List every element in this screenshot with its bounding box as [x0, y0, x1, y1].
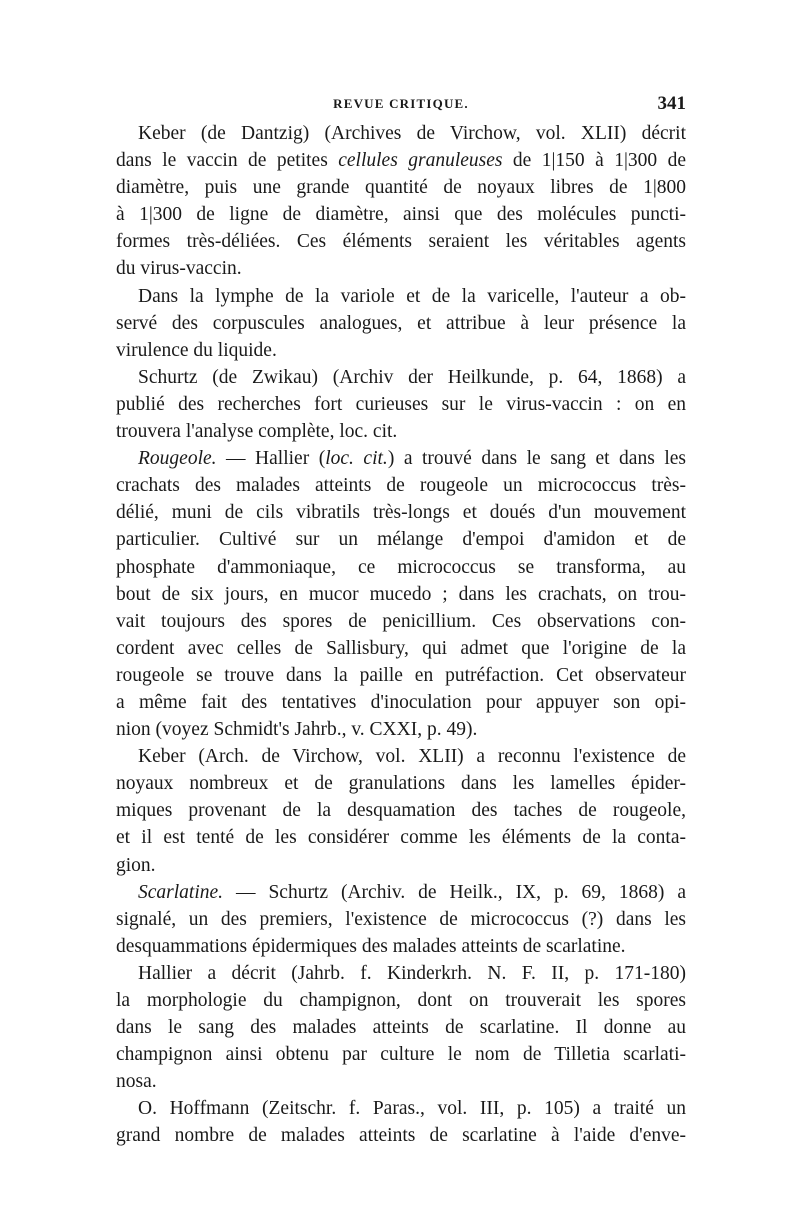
text-line: miques provenant de la desquamation des taches de rougeole, [116, 800, 686, 822]
text-line: du virus-vaccin. [116, 258, 242, 280]
text-line: desquammations épidermiques des malades atteints de scarlatine. [116, 935, 626, 957]
text-line: signalé, un des premiers, l'existence de micrococcus (?) dans les [116, 908, 686, 930]
running-title: REVUE CRITIQUE. [333, 96, 469, 111]
text-line: diamètre, puis une grande quantité de noyaux libres de 1|800 [116, 177, 686, 199]
text-line: rougeole se trouve dans la paille en putréfaction. Cet observateur [116, 664, 686, 686]
text-line: Dans la lymphe de la variole et de la varicelle, l'auteur a ob- [138, 285, 686, 307]
text-line: délié, muni de cils vibratils très-longs et doués d'un mouvement [116, 502, 686, 524]
text-line: champignon ainsi obtenu par culture le nom de Tilletia scarlati- [116, 1044, 686, 1066]
text-line: a même fait des tentatives d'inoculation pour appuyer son opi- [116, 691, 686, 713]
text-line: virulence du liquide. [116, 339, 277, 361]
text-line: noyaux nombreux et de granulations dans les lamelles épider- [116, 773, 686, 795]
text-line: Hallier a décrit (Jahrb. f. Kinderkrh. N. F. II, p. 171-180) [138, 962, 686, 984]
text-line: phosphate d'ammoniaque, ce micrococcus se transforma, au [116, 556, 686, 578]
text-line: cordent avec celles de Sallisbury, qui admet que l'origine de la [116, 637, 686, 659]
text-line: Rougeole. — Hallier (loc. cit.) a trouvé dans le sang et dans les [138, 448, 686, 470]
text-line: nion (voyez Schmidt's Jahrb., v. CXXI, p. 49). [116, 719, 478, 741]
text-line: particulier. Cultivé sur un mélange d'empoi d'amidon et de [116, 529, 686, 551]
page-number: 341 [657, 93, 686, 114]
text-line: vait toujours des spores de penicillium. Ces observations con- [116, 610, 686, 632]
text-line: dans le sang des malades atteints de scarlatine. Il donne au [116, 1017, 686, 1039]
text-line: O. Hoffmann (Zeitschr. f. Paras., vol. III, p. 105) a traité un [138, 1098, 686, 1120]
text-line: gion. [116, 854, 156, 876]
book-page [116, 88, 686, 1150]
body-text [116, 120, 686, 1150]
text-line: grand nombre de malades atteints de scarlatine à l'aide d'enve- [116, 1125, 686, 1147]
text-line: publié des recherches fort curieuses sur le virus-vaccin : on en [116, 393, 686, 415]
text-line: Keber (de Dantzig) (Archives de Virchow, vol. XLII) décrit [138, 123, 686, 144]
text-line: servé des corpuscules analogues, et attribue à leur présence la [116, 312, 686, 334]
text-line: bout de six jours, en mucor mucedo ; dans les crachats, on trou- [116, 583, 686, 605]
text-line: et il est tenté de les considérer comme les éléments de la conta- [116, 827, 686, 849]
text-line: dans le vaccin de petites cellules granuleuses de 1|150 à 1|300 de [116, 150, 686, 172]
text-line: formes très-déliées. Ces éléments seraient les véritables agents [116, 231, 686, 253]
text-line: nosa. [116, 1071, 157, 1093]
text-line: Scarlatine. — Schurtz (Archiv. de Heilk., IX, p. 69, 1868) a [138, 881, 686, 903]
page-header [116, 88, 686, 120]
text-line: à 1|300 de ligne de diamètre, ainsi que des molécules puncti- [116, 204, 686, 226]
text-line: Schurtz (de Zwikau) (Archiv der Heilkunde, p. 64, 1868) a [138, 366, 686, 388]
text-line: Keber (Arch. de Virchow, vol. XLII) a reconnu l'existence de [138, 746, 686, 768]
text-line: crachats des malades atteints de rougeole un micrococcus très- [116, 475, 686, 497]
text-line: la morphologie du champignon, dont on trouverait les spores [116, 990, 686, 1011]
text-line: trouvera l'analyse complète, loc. cit. [116, 421, 398, 443]
